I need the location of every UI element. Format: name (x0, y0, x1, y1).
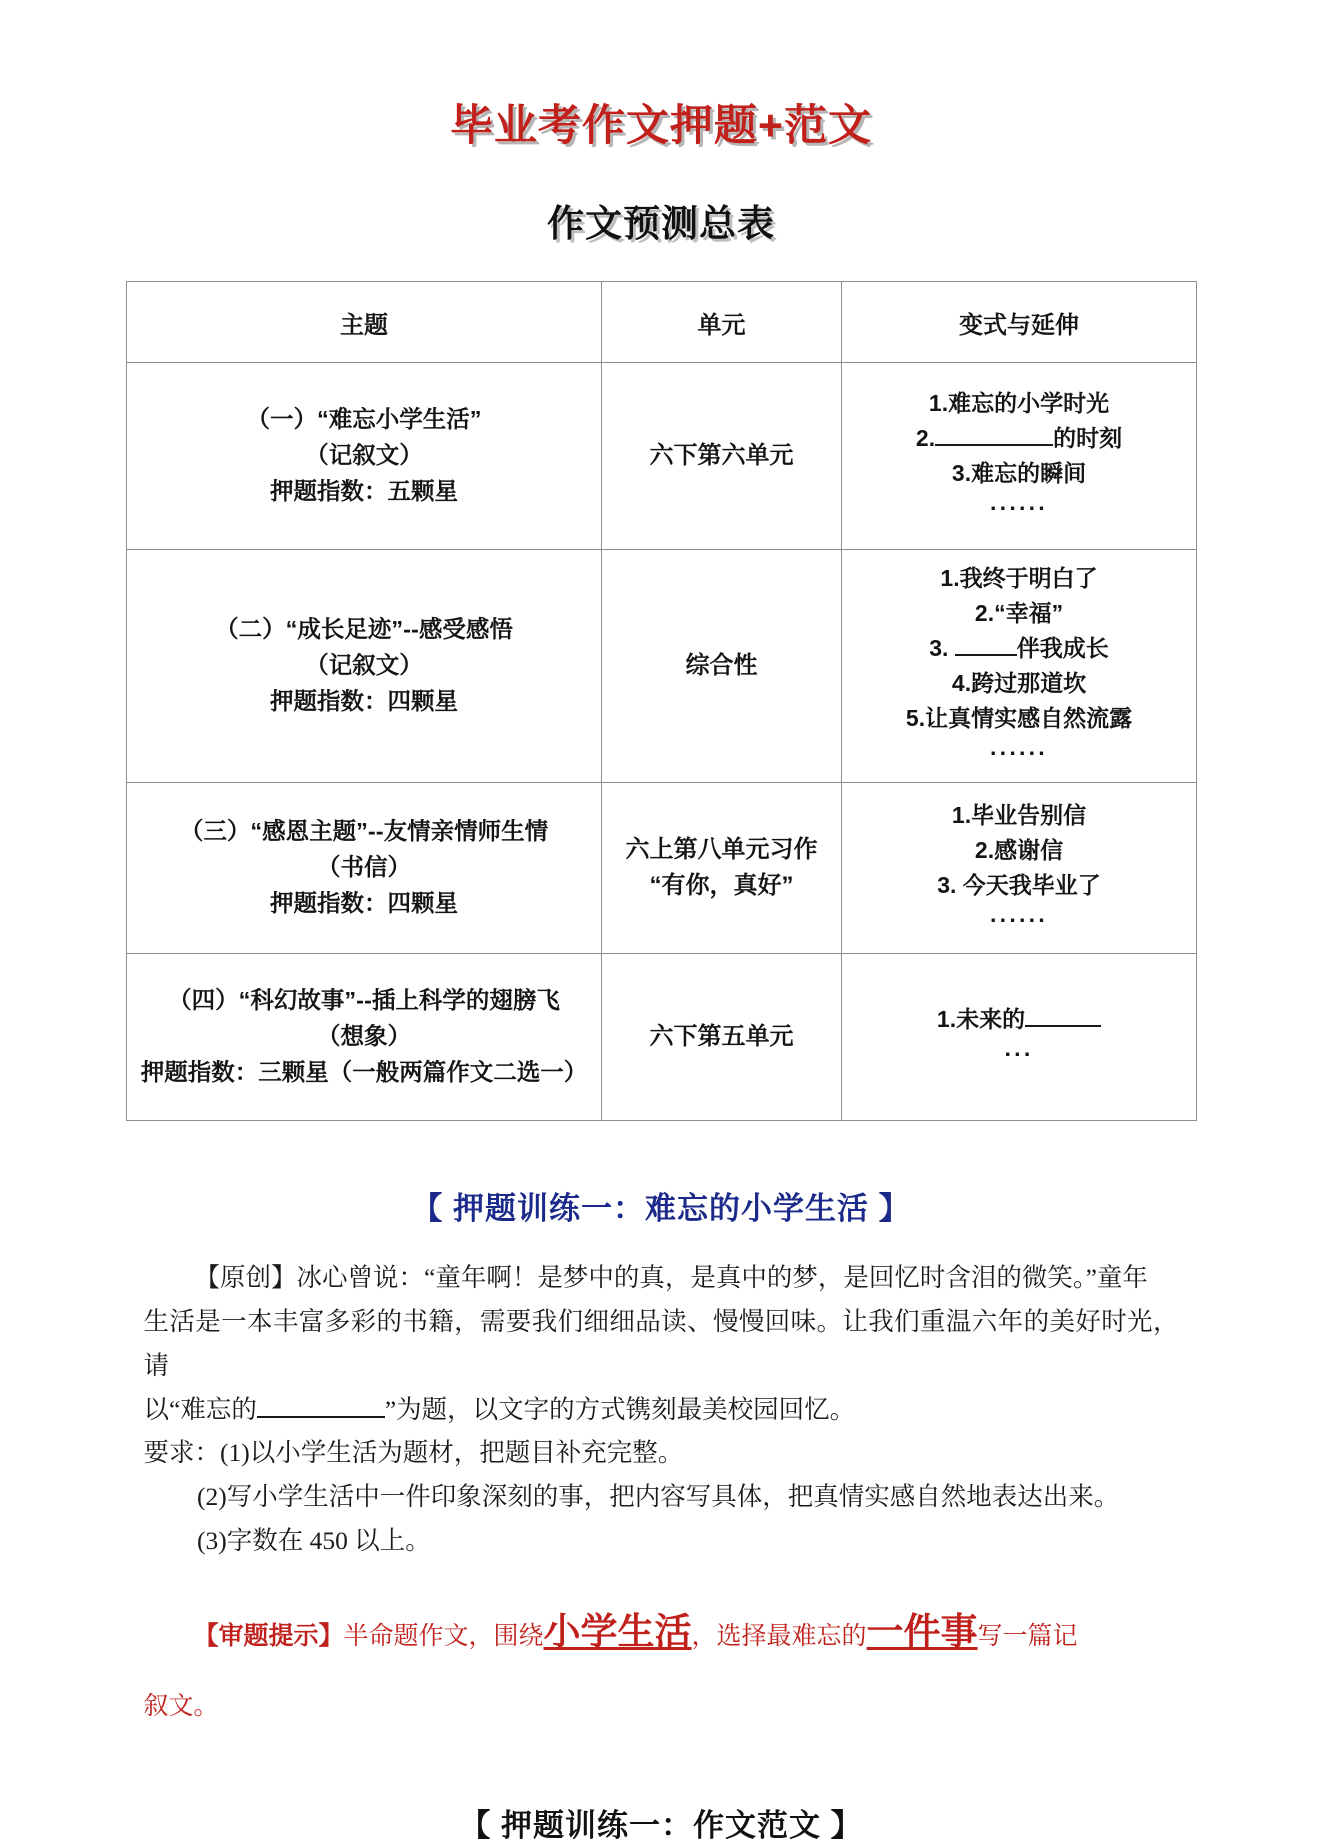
variant-ellipsis: ······ (990, 906, 1048, 933)
variant-ellipsis: ······ (990, 739, 1048, 766)
hint-emphasis-topic: 小学生活 (543, 1612, 692, 1654)
variant-line-blank: 3. 伴我成长 (929, 635, 1109, 662)
unit-cell (602, 783, 842, 954)
unit-line: 六上第八单元习作 (625, 836, 818, 863)
variants-cell (842, 954, 1197, 1121)
training-one-sample-heading: 【 押题训练一：作文范文 】 (459, 1808, 863, 1844)
training-one-heading: 【 押题训练一：难忘的小学生活 】 (411, 1191, 911, 1226)
requirement-item-1: (1)以小学生活为题材，把题目补充完整。 (220, 1438, 684, 1468)
analysis-hint-label: 【审题提示】 (193, 1623, 344, 1651)
unit-cell: 六下第五单元 (602, 954, 842, 1121)
variant-line: 2.“幸福” (974, 600, 1064, 627)
fill-blank (935, 444, 1053, 446)
variant-line: 3. 今天我毕业了 (937, 872, 1101, 898)
theme-line: 押题指数：四颗星 (270, 687, 458, 714)
prediction-table-wrapper (126, 281, 1196, 1121)
theme-line: （四）“科幻故事”--插上科学的翅膀飞 (168, 987, 560, 1014)
column-header-theme: 主题 (127, 282, 602, 363)
column-header-unit: 单元 (602, 282, 842, 363)
theme-line: （记叙文） (305, 652, 423, 679)
requirements-line (144, 1431, 1179, 1475)
analysis-hint-block (144, 1563, 1179, 1729)
requirement-item-3: (3)字数在 450 以上。 (197, 1526, 431, 1556)
table-row (127, 363, 1197, 550)
hint-text-2: ，选择最难忘的 (691, 1623, 867, 1651)
theme-line: 押题指数：四颗星 (270, 889, 458, 916)
quote-paragraph-line-3 (144, 1388, 1179, 1432)
fill-blank (1025, 1025, 1101, 1027)
theme-line: 押题指数：五颗星 (270, 477, 458, 504)
table-header-row (127, 282, 1197, 363)
analysis-hint-line-2: 叙文。 (143, 1692, 219, 1720)
theme-cell (127, 363, 602, 550)
theme-cell (127, 783, 602, 954)
fill-blank (955, 654, 1017, 656)
variant-line: 1.我终于明白了 (940, 565, 1098, 592)
theme-line: （书信） (317, 854, 411, 881)
prompt-suffix: ”为题，以文字的方式镌刻最美校园回忆。 (384, 1394, 856, 1424)
training-one-body (144, 1228, 1179, 1563)
prediction-table (126, 281, 1197, 1121)
variant-line: 2.感谢信 (974, 837, 1064, 864)
theme-line: （想象） (317, 1023, 411, 1050)
requirements-label: 要求： (143, 1438, 221, 1468)
variant-ellipsis: ··· (1004, 1041, 1034, 1067)
sub-title: 作文预测总表 (547, 203, 775, 244)
quote-paragraph-line-2: 生活是一本丰富多彩的书籍，需要我们细细品读、慢慢回味。让我们重温六年的美好时光，请 (143, 1306, 1179, 1380)
unit-line: “有你，真好” (649, 872, 794, 899)
variants-cell (842, 550, 1197, 783)
variant-line: 1.毕业告别信 (951, 802, 1087, 829)
table-row (127, 783, 1197, 954)
column-header-variants: 变式与延伸 (842, 282, 1197, 363)
theme-cell (127, 550, 602, 783)
variants-cell (842, 363, 1197, 550)
prompt-prefix: 以“难忘的 (143, 1394, 257, 1424)
table-row (127, 954, 1197, 1121)
theme-line: （三）“感恩主题”--友情亲情师生情 (179, 818, 549, 845)
variant-line: 5.让真情实感自然流露 (905, 704, 1133, 731)
analysis-hint-line-1 (144, 1614, 1179, 1660)
unit-cell: 综合性 (602, 550, 842, 783)
theme-line: （一）“难忘小学生活” (246, 406, 482, 433)
theme-line: 押题指数：三颗星（一般两篇作文二选一） (140, 1058, 588, 1085)
requirement-item-2: (2)写小学生活中一件印象深刻的事，把内容写具体，把真情实感自然地表达出来。 (197, 1482, 1120, 1512)
hint-emphasis-event: 一件事 (866, 1612, 978, 1654)
title-fill-blank (257, 1416, 385, 1418)
theme-line: （二）“成长足迹”--感受感悟 (215, 616, 513, 643)
quote-paragraph-line-1: 【原创】冰心曾说：“童年啊！是梦中的真，是真中的梦，是回忆时含泪的微笑。”童年 (194, 1263, 1148, 1292)
hint-text-1: 半命题作文，围绕 (343, 1623, 544, 1651)
variant-line: 4.跨过那道坎 (951, 670, 1087, 696)
variant-line-blank: 1.未来的 (848, 1002, 1190, 1037)
theme-cell (127, 954, 602, 1121)
variant-line-blank: 2. 的时刻 (915, 425, 1123, 452)
variants-cell (842, 783, 1197, 954)
hint-text-3: 写一篇记 (977, 1623, 1078, 1651)
main-title: 毕业考作文押题+范文 (449, 102, 873, 150)
variant-line: 1.难忘的小学时光 (928, 390, 1110, 417)
variant-ellipsis: ······ (990, 494, 1048, 521)
theme-line: （记叙文） (305, 442, 423, 469)
unit-cell: 六下第六单元 (602, 363, 842, 550)
table-row (127, 550, 1197, 783)
variant-line: 3.难忘的瞬间 (951, 460, 1087, 486)
